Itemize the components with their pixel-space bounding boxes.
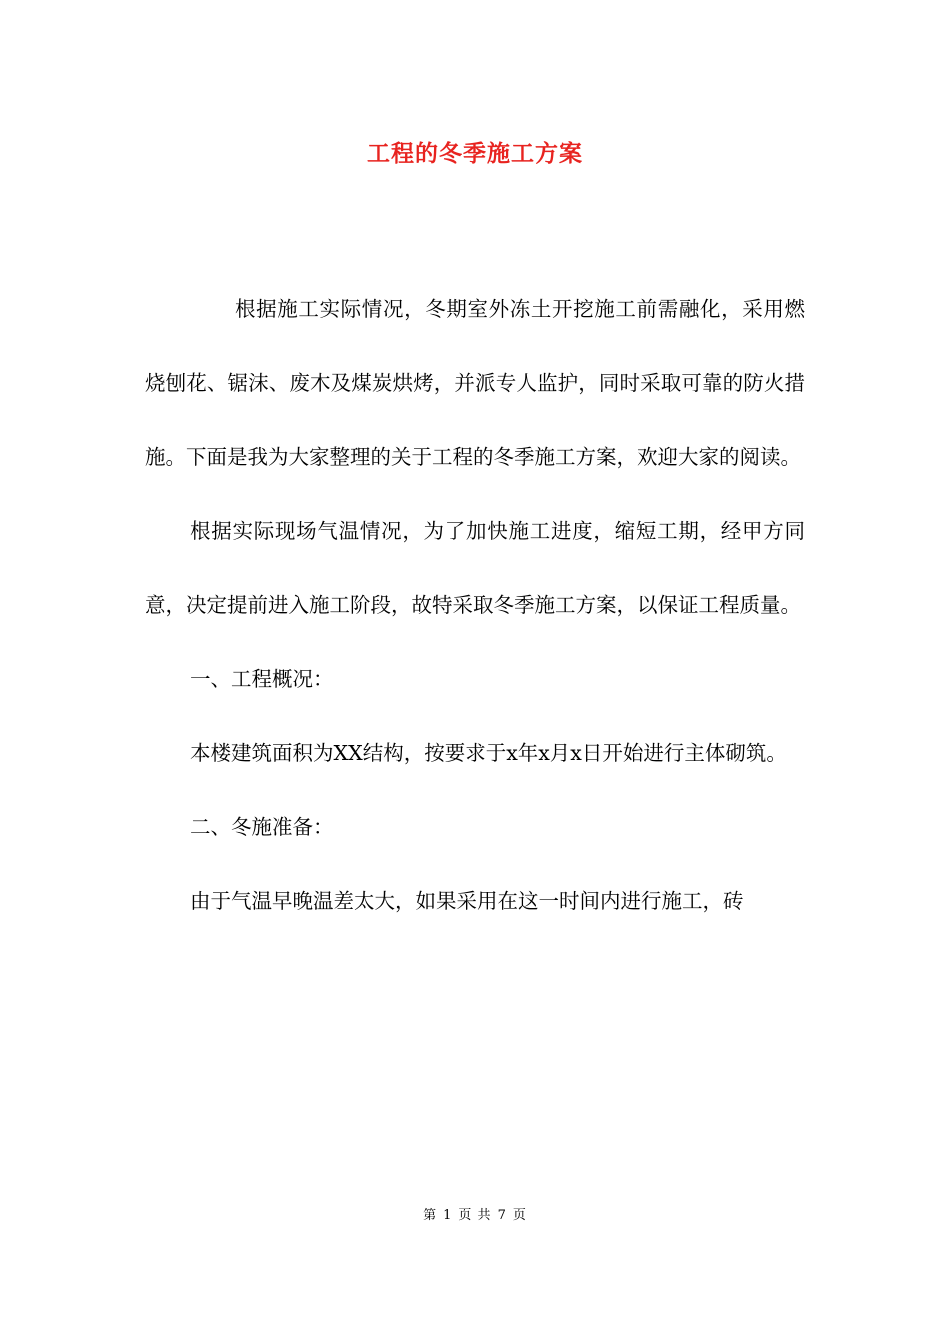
section-heading-preparation: 二、冬施准备： bbox=[190, 815, 334, 839]
document-body bbox=[145, 272, 805, 938]
footer-prefix: 第 bbox=[423, 1208, 438, 1223]
footer-middle: 页 共 bbox=[458, 1208, 492, 1223]
section-heading-overview: 一、工程概况： bbox=[190, 667, 334, 691]
document-title: 工程的冬季施工方案 bbox=[367, 140, 583, 167]
footer-suffix: 页 bbox=[512, 1208, 527, 1223]
footer-current-page: 1 bbox=[443, 1208, 453, 1223]
paragraph-background: 根据实际现场气温情况，为了加快施工进度，缩短工期，经甲方同意，决定提前进入施工阶段，故特采取冬季施工方案，以保证工程质量。 bbox=[145, 519, 805, 617]
paragraph-intro: 根据施工实际情况，冬期室外冻土开挖施工前需融化，采用燃烧刨花、锯沫、废木及煤炭烘烤，并派专人监护，同时采取可靠的防火措施。下面是我为大家整理的关于工程的冬季施工方案，欢迎大家的阅读。 bbox=[145, 297, 805, 469]
page-footer bbox=[0, 1206, 950, 1226]
footer-total-pages: 7 bbox=[497, 1208, 507, 1223]
paragraph-preparation: 由于气温早晚温差太大，如果采用在这一时间内进行施工，砖 bbox=[190, 889, 744, 913]
paragraph-overview: 本楼建筑面积为XX结构，按要求于x年x月x日开始进行主体砌筑。 bbox=[190, 741, 787, 765]
